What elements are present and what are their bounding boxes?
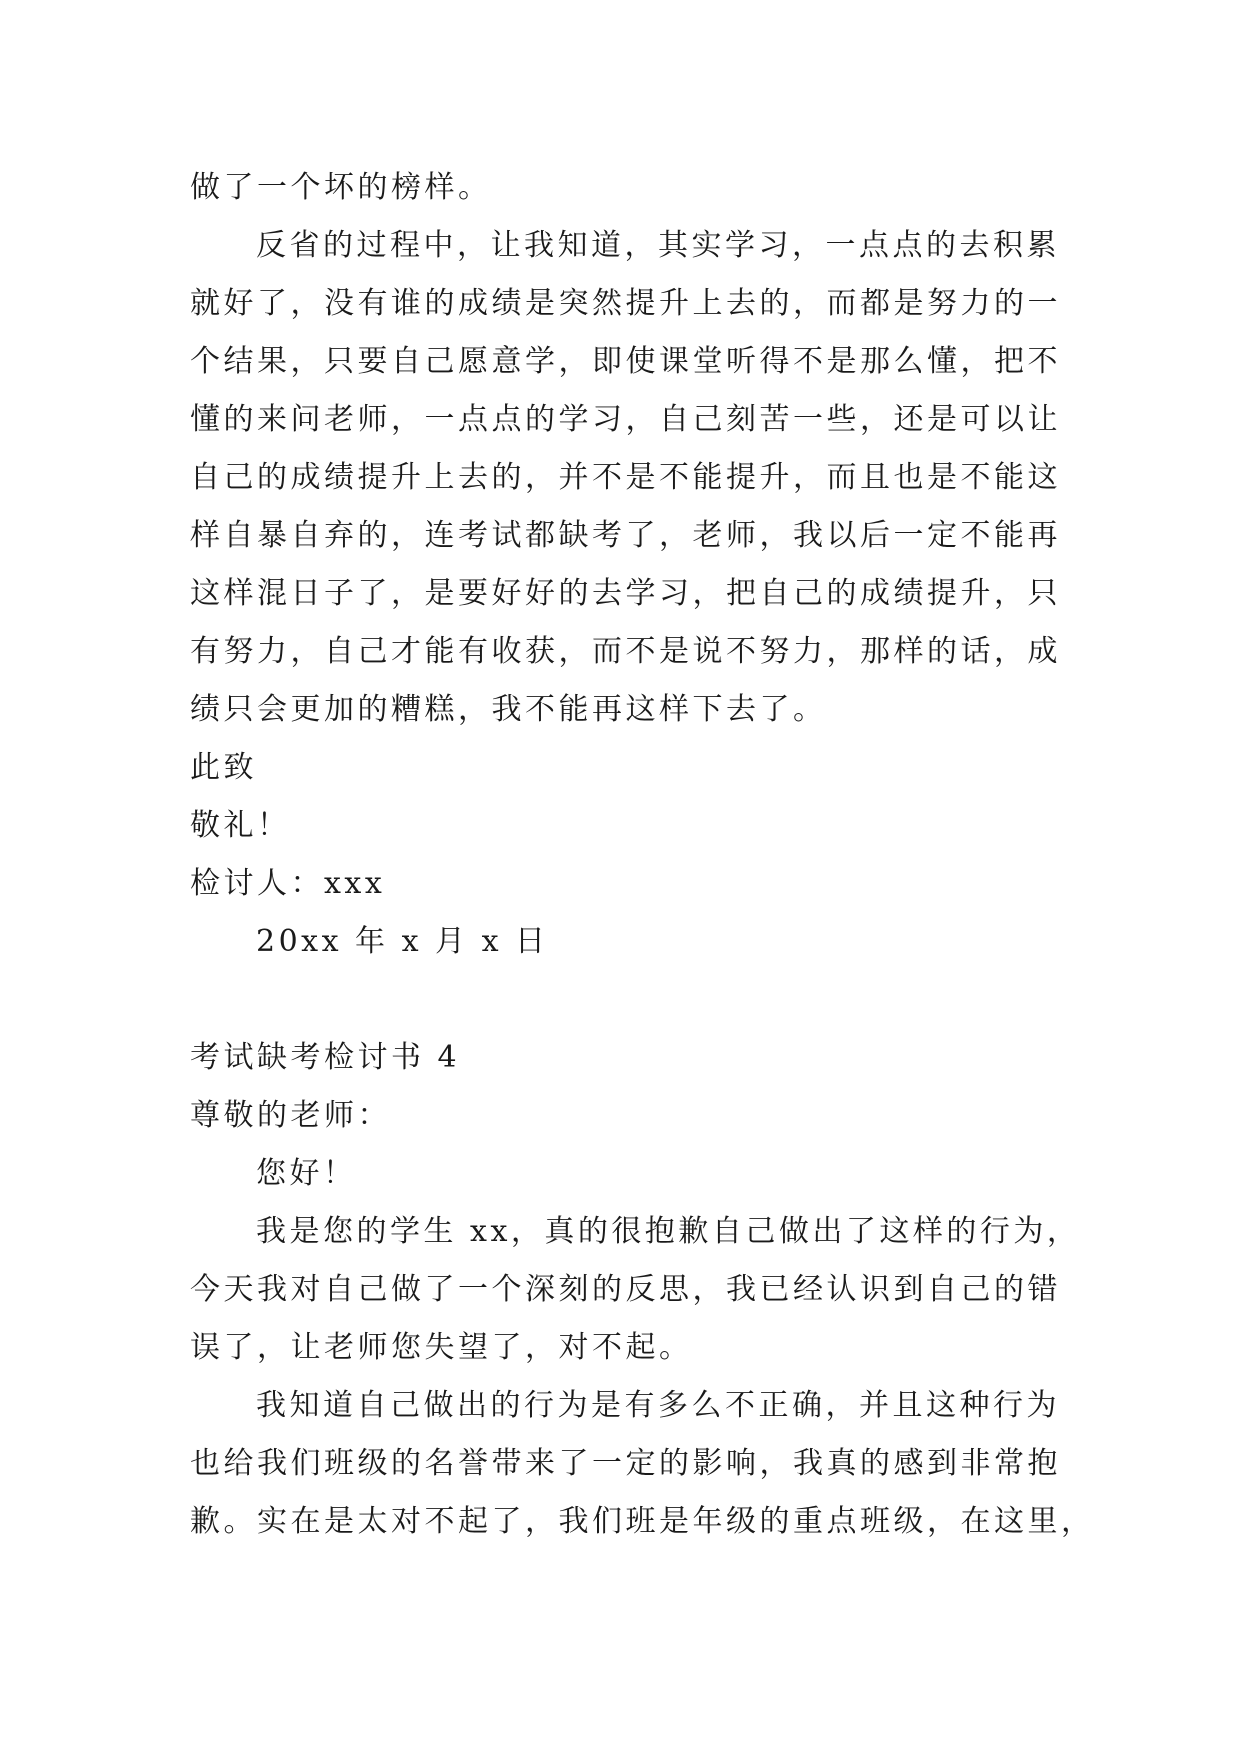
text-line: 也给我们班级的名誉带来了一定的影响，我真的感到非常抱: [190, 1446, 1061, 1481]
salutation-line: 敬礼！: [190, 808, 291, 843]
paragraph-first-line: 我是您的学生 xx，真的很抱歉自己做出了这样的行为，: [256, 1214, 1081, 1249]
date-line: 20xx 年 x 月 x 日: [256, 924, 549, 959]
section-title: 考试缺考检讨书 4: [190, 1040, 461, 1075]
paragraph-first-line: 我知道自己做出的行为是有多么不正确，并且这种行为: [256, 1388, 1060, 1423]
text-line: 做了一个坏的榜样。: [190, 170, 492, 205]
text-line: 今天我对自己做了一个深刻的反思，我已经认识到自己的错: [190, 1272, 1061, 1307]
text-line: 就好了，没有谁的成绩是突然提升上去的，而都是努力的一: [190, 286, 1061, 321]
text-line: 这样混日子了，是要好好的去学习，把自己的成绩提升，只: [190, 576, 1061, 611]
text-line: 误了，让老师您失望了，对不起。: [190, 1330, 693, 1365]
paragraph-first-line: 反省的过程中，让我知道，其实学习，一点点的去积累: [256, 228, 1060, 263]
text-line: 样自暴自弃的，连考试都缺考了，老师，我以后一定不能再: [190, 518, 1061, 553]
text-line: 懂的来问老师，一点点的学习，自己刻苦一些，还是可以让: [190, 402, 1061, 437]
text-line: 有努力，自己才能有收获，而不是说不努力，那样的话，成: [190, 634, 1061, 669]
text-line: 绩只会更加的糟糕，我不能再这样下去了。: [190, 692, 827, 727]
greeting-line: 尊敬的老师：: [190, 1098, 391, 1133]
closing-line: 此致: [190, 750, 257, 785]
signature-line: 检讨人：xxx: [190, 866, 386, 901]
text-line: 歉。实在是太对不起了，我们班是年级的重点班级，在这里，: [190, 1504, 1095, 1539]
text-line: 个结果，只要自己愿意学，即使课堂听得不是那么懂，把不: [190, 344, 1061, 379]
greeting-line: 您好！: [256, 1156, 357, 1191]
text-line: 自己的成绩提升上去的，并不是不能提升，而且也是不能这: [190, 460, 1061, 495]
